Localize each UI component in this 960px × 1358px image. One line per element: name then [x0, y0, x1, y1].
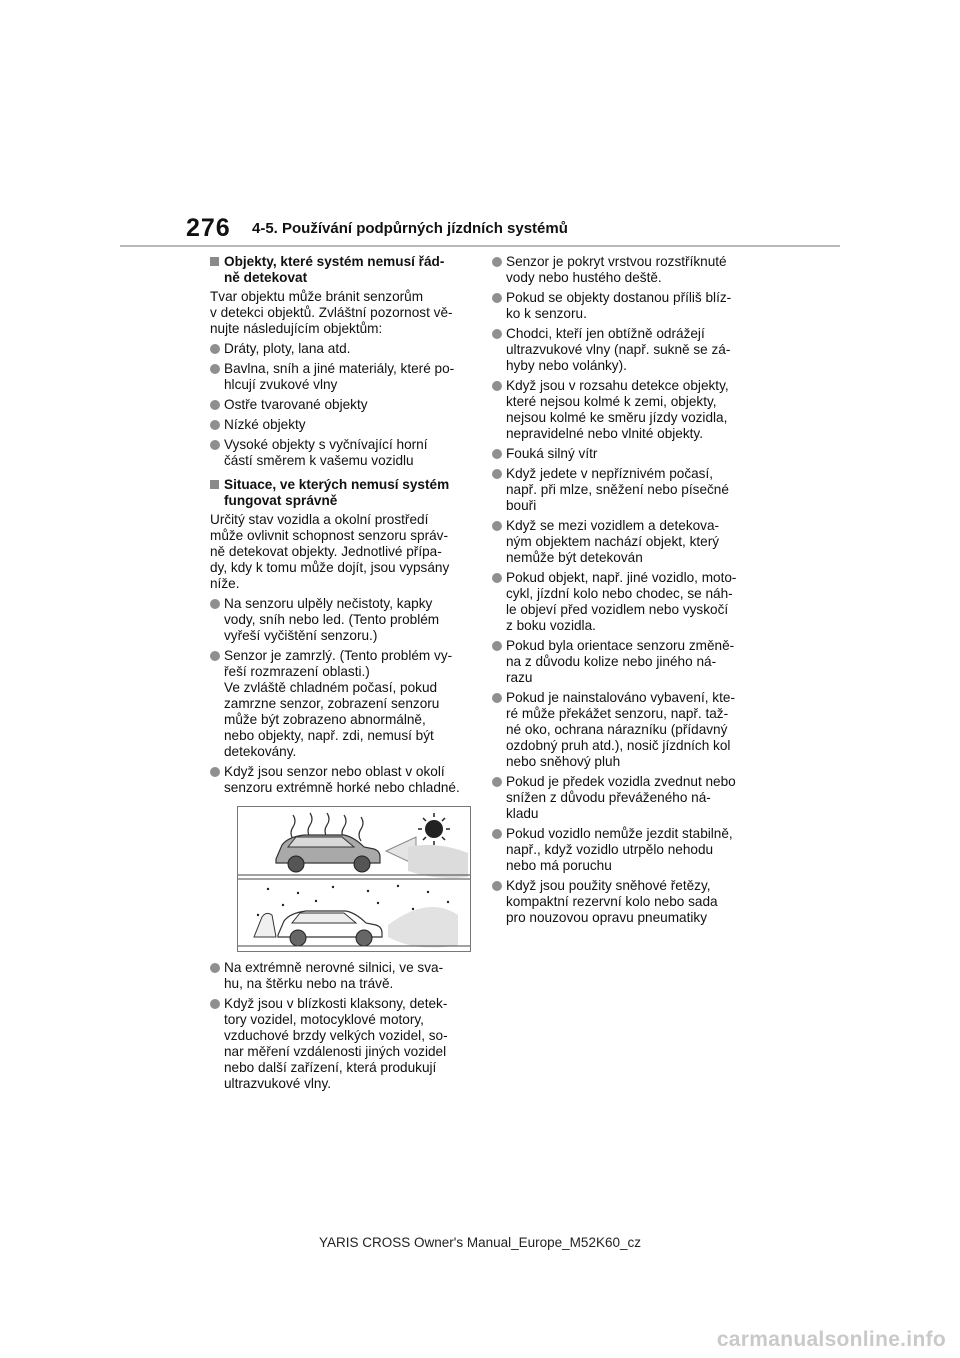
round-bullet-icon	[492, 521, 502, 531]
bullet-item	[210, 764, 468, 796]
bullet-list-road-noise	[210, 960, 468, 1092]
text-line: senzoru extrémně horké nebo chladné.	[224, 780, 460, 795]
bullet-item	[492, 570, 750, 634]
round-bullet-icon	[492, 469, 502, 479]
text-line: Bavlna, sníh a jiné materiály, které po-	[224, 361, 455, 376]
text-line: Na senzoru ulpěly nečistoty, kapky	[224, 596, 433, 611]
right-column	[492, 254, 750, 930]
text-line: Senzor je pokryt vrstvou rozstříknuté	[506, 254, 727, 269]
bullet-item	[210, 361, 468, 393]
text-line: Pokud byla orientace senzoru změně-	[506, 638, 735, 653]
sensor-illustration	[237, 806, 471, 952]
text-line: Situace, ve kterých nemusí systém	[224, 477, 450, 492]
text-line: nebo objekty, např. zdi, nemusí být	[224, 728, 434, 743]
text-line: Pokud je nainstalováno vybavení, kte-	[506, 690, 735, 705]
bullet-item	[210, 996, 468, 1092]
page-header	[0, 0, 960, 250]
bullet-item	[492, 446, 750, 462]
paragraph-vehicle-condition	[210, 512, 468, 592]
header-divider	[120, 245, 840, 247]
bullet-item	[492, 774, 750, 822]
text-line: hyby nebo volánky).	[506, 358, 627, 373]
hot-and-snow-car-icon	[238, 807, 470, 951]
bullet-list-situations	[210, 596, 468, 796]
text-line: Dráty, ploty, lana atd.	[224, 341, 351, 356]
heading-undetectable-objects	[210, 254, 468, 286]
bullet-item	[210, 596, 468, 644]
text-line: Chodci, kteří jen obtížně odrážejí	[506, 326, 705, 341]
round-bullet-icon	[492, 777, 502, 787]
text-line: nejsou kolmé ke směru jízdy vozidla,	[506, 410, 728, 425]
bullet-item	[492, 466, 750, 514]
round-bullet-icon	[210, 599, 220, 609]
text-line: ným objektem nachází objekt, který	[506, 534, 720, 549]
text-line: může být zobrazeno abnormálně,	[224, 712, 426, 727]
bullet-item	[210, 341, 468, 357]
round-bullet-icon	[492, 293, 502, 303]
square-bullet-icon	[210, 257, 219, 266]
round-bullet-icon	[210, 767, 220, 777]
text-line: řeší rozmrazení oblasti.)	[224, 664, 370, 679]
text-line: např., když vozidlo utrpělo nehodu	[506, 842, 714, 857]
text-line: ozdobný pruh atd.), nosič jízdních kol	[506, 738, 731, 753]
text-line: nujte následujícím objektům:	[210, 321, 383, 336]
text-line: na z důvodu kolize nebo jiného ná-	[506, 654, 717, 669]
bullet-item	[492, 638, 750, 686]
text-line: Pokud objekt, např. jiné vozidlo, moto-	[506, 570, 737, 585]
bullet-item	[492, 878, 750, 926]
text-line: Když jedete v nepříznivém počasí,	[506, 466, 714, 481]
round-bullet-icon	[210, 344, 220, 354]
bullet-list-conditions	[492, 254, 750, 926]
text-line: níže.	[210, 576, 240, 591]
text-line: vody nebo hustého deště.	[506, 270, 662, 285]
text-line: kladu	[506, 806, 539, 821]
round-bullet-icon	[210, 400, 220, 410]
bullet-list-objects	[210, 341, 468, 469]
text-line: ultrazvukové vlny (např. sukně se zá-	[506, 342, 731, 357]
round-bullet-icon	[492, 329, 502, 339]
text-line: v detekci objektů. Zvláštní pozornost vě-	[210, 305, 453, 320]
text-line: ré může překážet senzoru, např. taž-	[506, 706, 729, 721]
text-line: vzduchové brzdy velkých vozidel, so-	[224, 1028, 448, 1043]
text-line: hu, na štěrku nebo na trávě.	[224, 976, 394, 991]
text-line: zamrzne senzor, zobrazení senzoru	[224, 696, 440, 711]
text-line: např. při mlze, sněžení nebo písečné	[506, 482, 729, 497]
text-line: kompaktní rezervní kolo nebo sada	[506, 894, 718, 909]
bullet-item	[492, 290, 750, 322]
text-line: Když jsou použity sněhové řetězy,	[506, 878, 711, 893]
text-line: Ve zvláště chladném počasí, pokud	[224, 680, 438, 695]
text-line: fungovat správně	[224, 493, 338, 508]
text-line: může ovlivnit schopnost senzoru správ-	[210, 528, 448, 543]
bullet-item	[492, 326, 750, 374]
text-line: Objekty, které systém nemusí řád-	[224, 254, 445, 269]
paragraph-object-shape	[210, 289, 468, 337]
text-line: Fouká silný vítr	[506, 446, 598, 461]
text-line: vody, sníh nebo led. (Tento problém	[224, 612, 440, 627]
bullet-item	[492, 254, 750, 286]
text-line: Tvar objektu může bránit senzorům	[210, 289, 424, 304]
text-line: nebo má poruchu	[506, 858, 612, 873]
page-number: 276	[186, 214, 231, 242]
round-bullet-icon	[210, 440, 220, 450]
section-title: 4-5. Používání podpůrných jízdních systémů	[252, 220, 568, 237]
text-line: nebo další zařízení, která produkují	[224, 1060, 437, 1075]
text-line: ultrazvukové vlny.	[224, 1076, 332, 1091]
text-line: Ostře tvarované objekty	[224, 397, 368, 412]
text-line: nebo sněhový pluh	[506, 754, 621, 769]
text-line: vyřeší vyčištění senzoru.)	[224, 628, 378, 643]
text-line: pro nouzovou opravu pneumatiky	[506, 910, 708, 925]
round-bullet-icon	[210, 651, 220, 661]
text-line: Nízké objekty	[224, 417, 306, 432]
text-line: nepravidelné nebo vlnité objekty.	[506, 426, 703, 441]
text-line: cykl, jízdní kolo nebo chodec, se náh-	[506, 586, 733, 601]
text-line: Pokud vozidlo nemůže jezdit stabilně,	[506, 826, 733, 841]
text-line: Když se mezi vozidlem a detekova-	[506, 518, 720, 533]
watermark: carmanualsonline.info	[716, 1328, 946, 1351]
bullet-item	[492, 690, 750, 770]
round-bullet-icon	[210, 420, 220, 430]
text-line: Určitý stav vozidla a okolní prostředí	[210, 512, 429, 527]
bullet-item	[210, 648, 468, 760]
text-line: Když jsou senzor nebo oblast v okolí	[224, 764, 445, 779]
bullet-item	[492, 518, 750, 566]
text-line: né oko, ochrana nárazníku (přídavný	[506, 722, 728, 737]
round-bullet-icon	[210, 963, 220, 973]
round-bullet-icon	[492, 449, 502, 459]
round-bullet-icon	[492, 381, 502, 391]
left-column	[210, 254, 468, 1096]
round-bullet-icon	[492, 693, 502, 703]
text-line: bouři	[506, 498, 537, 513]
text-line: Na extrémně nerovné silnici, ve sva-	[224, 960, 444, 975]
square-bullet-icon	[210, 480, 219, 489]
round-bullet-icon	[492, 257, 502, 267]
text-line: Když jsou v blízkosti klaksony, detek-	[224, 996, 448, 1011]
text-line: razu	[506, 670, 533, 685]
round-bullet-icon	[210, 364, 220, 374]
text-line: ko k senzoru.	[506, 306, 587, 321]
text-line: dy, kdy k tomu může dojít, jsou vypsány	[210, 560, 450, 575]
text-line: snížen z důvodu převáženého ná-	[506, 790, 711, 805]
round-bullet-icon	[492, 573, 502, 583]
round-bullet-icon	[492, 881, 502, 891]
bullet-item	[210, 960, 468, 992]
text-line: detekovány.	[224, 744, 297, 759]
text-line: hlcují zvukové vlny	[224, 377, 338, 392]
bullet-item	[210, 397, 468, 413]
heading-malfunction-situations	[210, 477, 468, 509]
text-line: nar měření vzdálenosti jiných vozidel	[224, 1044, 447, 1059]
text-line: částí směrem k vašemu vozidlu	[224, 453, 414, 468]
round-bullet-icon	[210, 999, 220, 1009]
bullet-item	[492, 378, 750, 442]
round-bullet-icon	[492, 641, 502, 651]
text-line: Pokud je předek vozidla zvednut nebo	[506, 774, 736, 789]
text-line: Pokud se objekty dostanou příliš blíz-	[506, 290, 732, 305]
round-bullet-icon	[492, 829, 502, 839]
bullet-item	[210, 417, 468, 433]
text-line: tory vozidel, motocyklové motory,	[224, 1012, 424, 1027]
text-line: které nejsou kolmé k zemi, objekty,	[506, 394, 717, 409]
text-line: Vysoké objekty s vyčnívající horní	[224, 437, 428, 452]
text-line: nemůže být detekován	[506, 550, 643, 565]
text-line: Senzor je zamrzlý. (Tento problém vy-	[224, 648, 453, 663]
footer-manual-name: YARIS CROSS Owner's Manual_Europe_M52K60_cz	[319, 1235, 641, 1250]
text-line: ně detekovat objekty. Jednotlivé přípa-	[210, 544, 442, 559]
text-line: Když jsou v rozsahu detekce objekty,	[506, 378, 729, 393]
text-line: ně detekovat	[224, 270, 308, 285]
bullet-item	[492, 826, 750, 874]
text-line: z boku vozidla.	[506, 618, 596, 633]
bullet-item	[210, 437, 468, 469]
text-line: le objeví před vozidlem nebo vyskočí	[506, 602, 729, 617]
